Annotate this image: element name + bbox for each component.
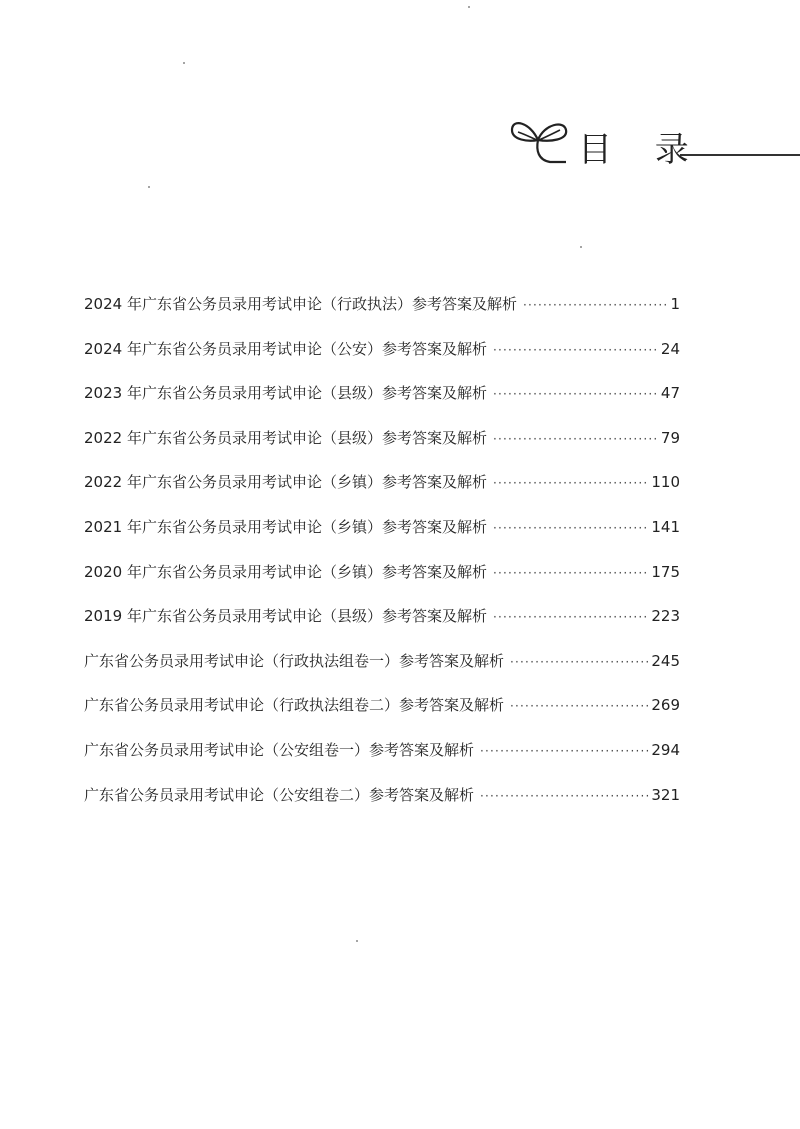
scan-speck	[468, 6, 470, 8]
toc-entry-page-number: 110	[651, 473, 680, 492]
toc-entry-title: 2024 年广东省公务员录用考试申论（公安）参考答案及解析	[84, 339, 487, 358]
toc-entry-page-number: 294	[651, 740, 680, 759]
toc-entry-title: 2024 年广东省公务员录用考试申论（行政执法）参考答案及解析	[84, 295, 517, 313]
table-of-contents	[84, 286, 680, 821]
toc-entry-title: 2022 年广东省公务员录用考试申论（乡镇）参考答案及解析	[84, 473, 487, 492]
toc-entry[interactable]	[84, 464, 680, 509]
toc-entry-page-number: 141	[651, 517, 680, 536]
toc-entry[interactable]	[84, 420, 680, 465]
toc-entry-page-number: 24	[660, 339, 680, 358]
toc-entry[interactable]	[84, 732, 680, 777]
dot-leader	[493, 332, 659, 368]
toc-entry[interactable]	[84, 554, 680, 599]
toc-entry[interactable]	[84, 598, 680, 643]
toc-entry-title: 2023 年广东省公务员录用考试申论（县级）参考答案及解析	[84, 384, 487, 403]
toc-entry-page-number: 269	[651, 696, 680, 715]
toc-entry-title: 广东省公务员录用考试申论（公安组卷二）参考答案及解析	[84, 785, 475, 804]
page-title: 目 录	[578, 130, 705, 170]
toc-entry[interactable]	[84, 509, 680, 554]
toc-entry-title: 2021 年广东省公务员录用考试申论（乡镇）参考答案及解析	[84, 517, 487, 536]
toc-header	[508, 108, 800, 178]
dot-leader	[510, 688, 649, 724]
toc-entry-title: 2019 年广东省公务员录用考试申论（县级）参考答案及解析	[84, 607, 487, 626]
dot-leader	[480, 778, 649, 814]
toc-entry-title: 广东省公务员录用考试申论（行政执法组卷二）参考答案及解析	[84, 696, 505, 715]
toc-entry[interactable]	[84, 777, 680, 822]
dot-leader	[510, 644, 649, 680]
dot-leader	[493, 555, 649, 591]
toc-entry[interactable]	[84, 331, 680, 376]
toc-entry[interactable]	[84, 687, 680, 732]
title-rule	[680, 154, 800, 156]
toc-entry-title: 广东省公务员录用考试申论（公安组卷一）参考答案及解析	[84, 740, 475, 759]
toc-entry-title: 广东省公务员录用考试申论（行政执法组卷一）参考答案及解析	[84, 651, 505, 670]
dot-leader	[523, 287, 669, 323]
scan-speck	[580, 246, 582, 248]
dot-leader	[493, 421, 659, 457]
toc-entry-page-number: 47	[660, 384, 680, 403]
toc-entry[interactable]	[84, 643, 680, 688]
sprout-icon	[508, 110, 572, 168]
dot-leader	[493, 599, 649, 635]
scan-speck	[356, 940, 358, 942]
toc-entry-page-number: 1	[670, 295, 680, 313]
dot-leader	[493, 376, 659, 412]
scan-speck	[148, 186, 150, 188]
toc-entry[interactable]	[84, 286, 680, 331]
toc-entry-title: 2022 年广东省公务员录用考试申论（县级）参考答案及解析	[84, 428, 487, 447]
toc-entry-page-number: 79	[660, 428, 680, 447]
toc-entry-page-number: 321	[651, 785, 680, 804]
toc-entry-page-number: 223	[651, 607, 680, 626]
toc-entry-title: 2020 年广东省公务员录用考试申论（乡镇）参考答案及解析	[84, 562, 487, 581]
toc-entry[interactable]	[84, 375, 680, 420]
dot-leader	[493, 465, 649, 501]
toc-entry-page-number: 245	[651, 651, 680, 670]
toc-entry-page-number: 175	[651, 562, 680, 581]
scan-speck	[183, 62, 185, 64]
dot-leader	[493, 510, 649, 546]
dot-leader	[480, 733, 649, 769]
